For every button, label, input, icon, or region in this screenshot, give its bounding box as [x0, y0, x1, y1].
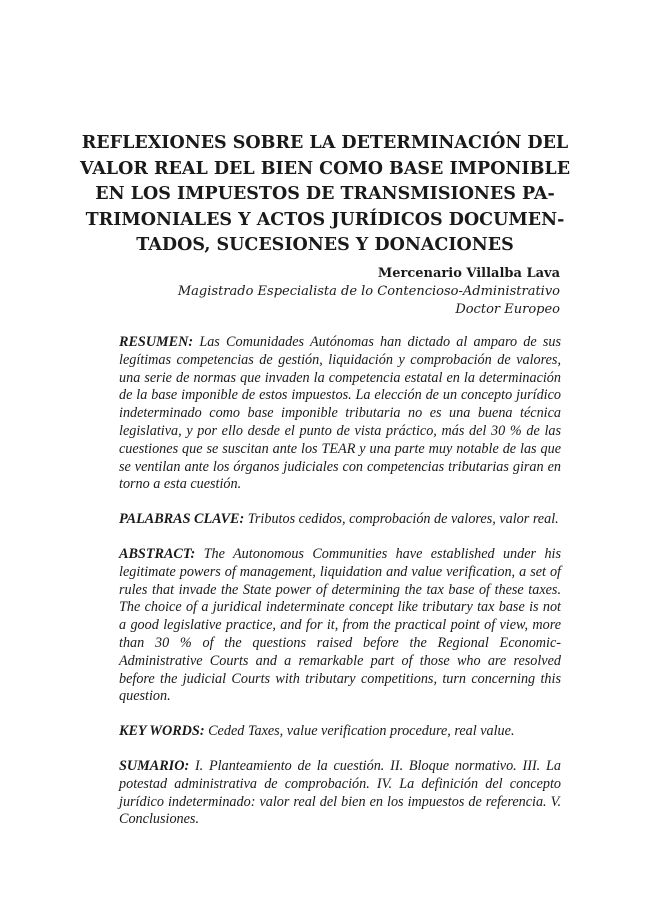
key-words-text: Ceded Taxes, value verification procedure, real value. [208, 723, 515, 740]
palabras-clave-text: Tributos cedidos, comprobación de valores, valor real. [247, 511, 559, 528]
title-line-3: EN LOS IMPUESTOS DE TRANSMISIONES PA- [95, 184, 555, 204]
sumario-paragraph [119, 758, 561, 829]
author-role: Magistrado Especialista de lo Contencioso-Administrativo [177, 284, 560, 299]
sumario-text: I. Planteamiento de la cuestión. II. Bloque normativo. III. La potestad administrativa de comprobación. IV. La definición del concepto jurídico indeterminado: valor real del bien en los impuestos de referencia. V. Conclusiones. [119, 757, 561, 828]
author-block [150, 265, 560, 319]
abstract-label: ABSTRACT: [119, 545, 196, 562]
resumen-text: Las Comunidades Autónomas han dictado al amparo de sus legítimas competencias de gestión, liquidación y comprobación de valores, una serie de normas que invaden la competencia estatal en la determinación de la base imponible de estos impuestos. La elección de un concepto jurídico indeterminado como base imponible tributaria no es una buena técnica legislativa, y por ello desde el punto de vista práctico, más del 30 % de las cuestiones que se suscitan ante los TEAR y una parte muy notable de las que se ventilan ante los órganos judiciales con competencias tributarias giran en torno a esta cuestión. [119, 334, 562, 493]
sumario-label: SUMARIO: [119, 757, 190, 774]
palabras-clave-label: PALABRAS CLAVE: [119, 511, 245, 528]
title-line-2: VALOR REAL DEL BIEN COMO BASE IMPONIBLE [80, 158, 571, 179]
abstracts-section [119, 334, 561, 846]
author-degree: Doctor Europeo [455, 302, 560, 317]
palabras-clave-paragraph [119, 511, 561, 529]
abstract-text: The Autonomous Communities have established under his legitimate powers of management, liquidation and value verification, a set of rules that invade the State power of determining the tax base of these taxes. The choice of a juridical indeterminate concept like tributary tax base is not a good legislative practice, and for it, from the practical point of view, more than 30 % of the questions raised before the Regional Economic-Administrative Courts and a remarkable part of those who are resolved before the judicial Courts with tributary competitions, turn concerning this question. [119, 545, 562, 705]
title-line-1: REFLEXIONES SOBRE LA DETERMINACIÓN DEL [81, 133, 569, 153]
author-name: Mercenario Villalba Lava [377, 266, 560, 281]
title-line-5: TADOS, SUCESIONES Y DONACIONES [136, 235, 514, 255]
resumen-paragraph [119, 334, 561, 494]
key-words-label: KEY WORDS: [119, 723, 205, 740]
resumen-label: RESUMEN: [119, 334, 194, 350]
key-words-paragraph [119, 723, 561, 741]
title-line-4: TRIMONIALES Y ACTOS JURÍDICOS DOCUMEN- [85, 209, 565, 230]
abstract-paragraph [119, 546, 561, 706]
article-title [80, 131, 570, 259]
